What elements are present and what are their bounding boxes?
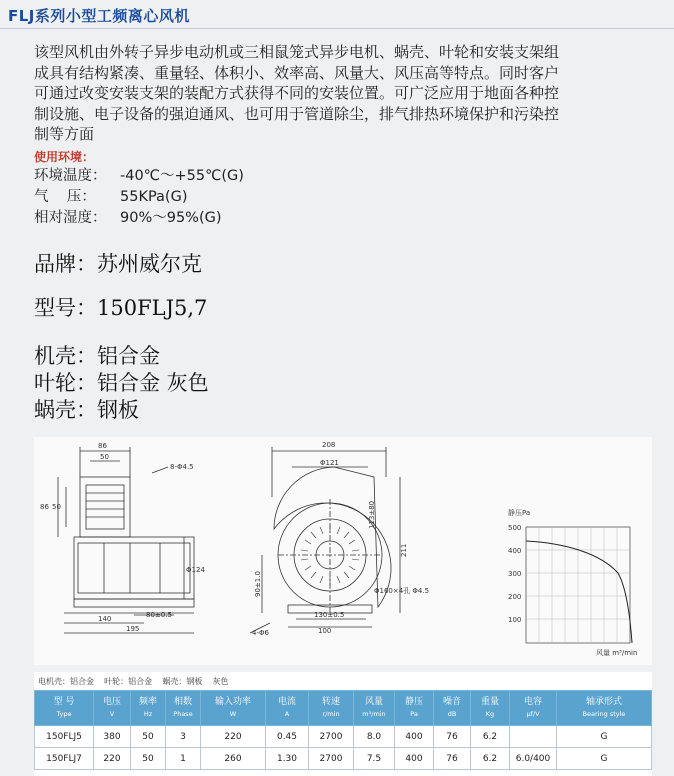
dim-label: 100 [318, 627, 332, 635]
table-cell: 400 [395, 748, 434, 770]
chart-y-tick: 300 [508, 570, 522, 578]
header-capacitor [510, 691, 557, 726]
impeller-line: 叶轮：铝合金 灰色 [34, 371, 209, 395]
intro-line: 该型风机由外转子异步电动机或三相鼠笼式异步电机、蜗壳、叶轮和安装支架组 [34, 43, 560, 61]
dim-label: 211 [400, 543, 408, 557]
dim-label: Φ124 [186, 566, 205, 574]
table-cell: 220 [201, 726, 266, 748]
chart-title: 静压Pa [508, 509, 531, 517]
chart-x-label: 风量 m³/min [596, 649, 638, 657]
dim-label: 208 [322, 441, 336, 449]
header-cn: 电压 [102, 697, 121, 707]
header-en: r/min [322, 710, 340, 718]
header-en: dB [447, 710, 457, 718]
header-phase [166, 691, 201, 726]
table-cell: G [557, 748, 652, 770]
dim-label: 140 [98, 615, 112, 623]
table-cell: 50 [131, 748, 166, 770]
table-row [35, 726, 652, 748]
dim-label: 50 [52, 503, 61, 511]
header-cn: 转速 [321, 697, 340, 707]
dim-label: 130±0.5 [314, 611, 345, 619]
table-cell: 6.2 [471, 748, 510, 770]
table-cell: 0.45 [266, 726, 309, 748]
table-cell: 50 [131, 726, 166, 748]
header-cn: 相数 [173, 697, 192, 707]
material-note: 电机壳：铝合金 叶轮：铝合金 蜗壳：钢板 灰色 [38, 677, 229, 686]
header-airflow [354, 691, 395, 726]
table-cell: 6.2 [471, 726, 510, 748]
performance-chart [526, 527, 632, 643]
header-cn: 电流 [277, 697, 296, 707]
dim-label: 50 [100, 453, 109, 461]
env-value: -40℃～+55℃(G) [120, 168, 244, 184]
header-en: Bearing style [582, 710, 626, 718]
table-cell: 1 [166, 748, 201, 770]
header-en: Phase [173, 710, 193, 718]
table-cell: 2700 [309, 726, 354, 748]
header-en: W [229, 710, 237, 718]
table-cell: 150FLJ5 [35, 726, 94, 748]
env-value: 55KPa(G) [120, 189, 188, 205]
side-view [58, 447, 194, 633]
intro-paragraph [34, 42, 666, 145]
header-speed [309, 691, 354, 726]
dim-label: 90±1.0 [254, 571, 262, 597]
dim-label: 80±0.5 [146, 611, 172, 619]
header-en: m³/min [362, 710, 386, 718]
header-cn: 频率 [138, 697, 157, 707]
header-bearing [557, 691, 652, 726]
header-current [266, 691, 309, 726]
env-label: 相对湿度： [34, 210, 107, 226]
table-cell: 8.0 [354, 726, 395, 748]
env-label: 环境温度： [34, 168, 107, 184]
header-power [201, 691, 266, 726]
table-cell: 2700 [309, 748, 354, 770]
header-en: Type [56, 710, 72, 718]
chart-y-tick: 200 [508, 593, 522, 601]
intro-line: 成具有结构紧凑、重量轻、体积小、效率高、风量大、风压高等特点。同时客户 [34, 63, 560, 82]
dim-label: 86 [40, 503, 49, 511]
env-humidity [34, 206, 222, 227]
spec-table [34, 690, 652, 770]
header-cn: 静压 [404, 697, 423, 707]
table-cell: 6.0/400 [510, 748, 557, 770]
technical-drawing [34, 437, 652, 665]
table-cell: 1.30 [266, 748, 309, 770]
table-row [35, 748, 652, 770]
header-cn: 噪音 [442, 697, 461, 707]
spec-header-row [35, 691, 652, 726]
table-cell: 7.5 [354, 748, 395, 770]
header-en: A [284, 710, 290, 718]
table-cell: 380 [94, 726, 131, 748]
env-label: 气 压： [34, 189, 96, 205]
header-cn: 型 号 [53, 697, 75, 707]
front-view [250, 447, 400, 633]
dim-label: 86 [98, 442, 107, 450]
env-temperature [34, 164, 244, 185]
dim-label: Φ121 [320, 459, 339, 467]
chart-y-tick: 100 [508, 616, 522, 624]
header-cn: 电容 [523, 697, 542, 707]
header-en: Kg [485, 710, 495, 718]
table-cell: 400 [395, 726, 434, 748]
table-cell: G [557, 726, 652, 748]
intro-line: 制设施、电子设备的强迫通风、也可用于管道除尘，排气排热环境保护和污染控 [34, 104, 560, 123]
table-cell: 260 [201, 748, 266, 770]
header-en: μf/V [526, 710, 540, 718]
dim-label: 4-Φ6 [252, 629, 269, 637]
header-cn: 风量 [364, 697, 383, 707]
model-line: 型号：150FLJ5,7 [34, 296, 208, 320]
brand-line: 品牌：苏州威尔克 [34, 252, 202, 276]
header-static-pressure [395, 691, 434, 726]
table-cell: 76 [434, 748, 471, 770]
header-voltage [94, 691, 131, 726]
table-cell: 3 [166, 726, 201, 748]
header-en: Hz [143, 710, 153, 718]
env-pressure [34, 185, 188, 206]
table-cell: 150FLJ7 [35, 748, 94, 770]
dim-label: Φ160×4孔 Φ4.5 [374, 587, 430, 595]
intro-line: 可通过改变安装支架的装配方式获得不同的安装位置。可广泛应用于地面各种控 [34, 84, 560, 102]
header-type [35, 691, 94, 726]
volute-line: 蜗壳：钢板 [34, 398, 139, 422]
header-cn: 重量 [480, 697, 499, 707]
env-heading: 使用环境： [34, 150, 95, 164]
casing-line: 机壳：铝合金 [34, 344, 160, 368]
header-cn: 输入功率 [214, 697, 251, 707]
header-en: V [109, 710, 115, 718]
header-noise [434, 691, 471, 726]
title-divider [0, 28, 674, 29]
intro-line: 制等方面 [34, 125, 95, 143]
dim-label: 113±80 [368, 500, 376, 529]
header-en: Pa [410, 710, 418, 718]
header-frequency [131, 691, 166, 726]
table-cell: 220 [94, 748, 131, 770]
chart-y-tick: 400 [508, 547, 522, 555]
page-title: FLJ系列小型工频离心风机 [8, 7, 190, 25]
spec-table-section [34, 672, 652, 776]
table-cell: 76 [434, 726, 471, 748]
dim-label: 8-Φ4.5 [170, 463, 194, 471]
header-weight [471, 691, 510, 726]
table-cell [510, 726, 557, 748]
dim-label: 195 [126, 625, 140, 633]
env-value: 90%～95%(G) [120, 210, 222, 226]
header-cn: 轴承形式 [585, 697, 622, 707]
chart-y-tick: 500 [508, 524, 522, 532]
